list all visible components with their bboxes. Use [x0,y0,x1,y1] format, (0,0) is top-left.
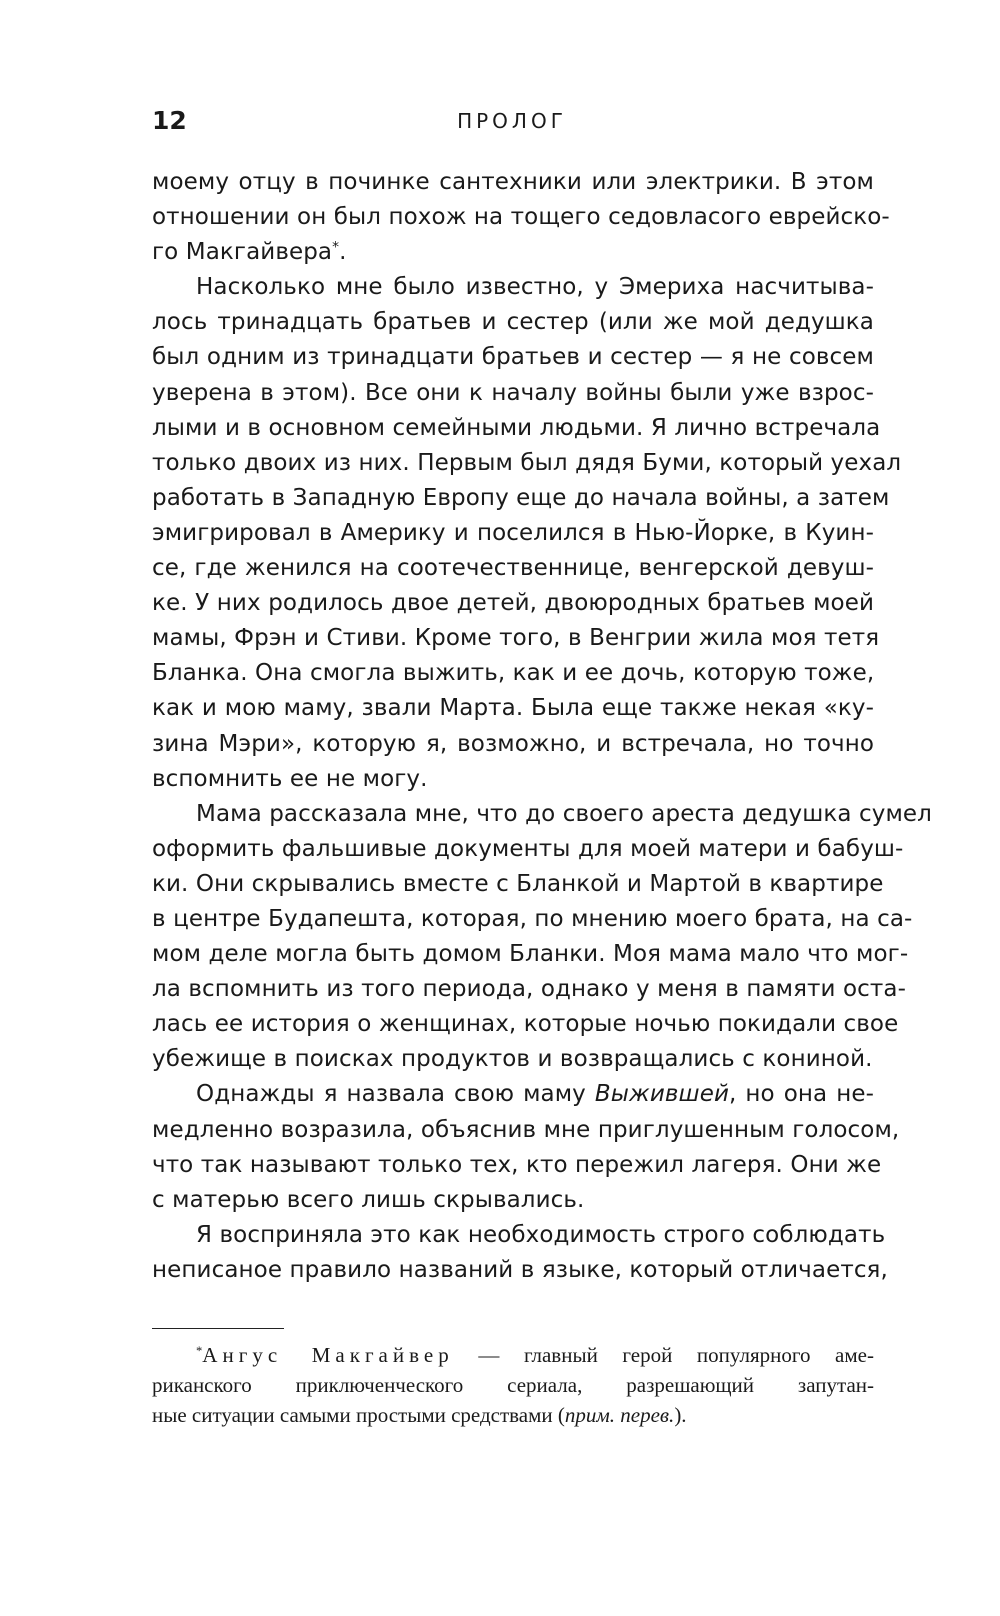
text-run: ). [674,1403,687,1427]
text-line: ла вспомнить из того периода, однако у меня в памяти оста- [152,976,907,1003]
text-line: се, где женился на соотечественнице, венгерской девуш- [152,555,874,582]
running-head: ПРОЛОГ [457,109,567,133]
text-line: оформить фальшивые документы для моей матери и бабуш- [152,835,904,862]
page-header [152,106,872,140]
footnote-divider [152,1328,284,1329]
text-run: ные ситуации самыми простыми средствами ( [152,1403,565,1427]
text-line: Насколько мне было известно, у Эмериха насчитыва- [196,274,874,301]
text-line: лась ее история о женщинах, которые ночью покидали свое [152,1011,899,1038]
text-line: был одним из тринадцати братьев и сестер — я не совсем [152,344,874,371]
text-line: лыми и в основном семейными людьми. Я лично встречала [152,414,881,441]
footnote-italic: прим. перев. [564,1403,675,1427]
text-run: го Макгайвера [152,239,333,266]
text-line: мом деле могла быть домом Бланки. Моя мама мало что мог- [152,941,909,968]
text-line: лось тринадцать братьев и сестер (или же мой дедушка [152,309,874,336]
text-line: как и мою маму, звали Марта. Была еще также некая «ку- [152,695,874,722]
text-line: моему отцу в починке сантехники или электрики. В этом [152,169,874,195]
text-run: . [339,239,347,266]
footnote-mark: * [196,1344,203,1359]
text-line: медленно возразила, объяснив мне приглушенным голосом, [152,1116,900,1143]
text-line: убежище в поисках продуктов и возвращались с кониной. [152,1046,873,1073]
paragraph-5 [152,1218,888,1288]
italic-term: Выжившей [594,1081,729,1108]
footnote-term: Ангус Макгайвер [202,1343,454,1367]
text-run: — главный герой популярного аме- [453,1343,874,1367]
footnote-line [152,1400,874,1430]
text-run: , но она не- [729,1081,874,1108]
text-line: в центре Будапешта, которая, по мнению моего брата, на са- [152,905,913,932]
page-number: 12 [152,106,187,135]
text-line: Бланка. Она смогла выжить, как и ее дочь, которую тоже, [152,660,875,687]
paragraph-3 [152,797,932,1078]
text-line [152,235,874,270]
text-line: ке. У них родилось двое детей, двоюродных братьев моей [152,590,874,617]
paragraph-2 [152,270,902,796]
text-line [152,1077,874,1112]
text-line: Я восприняла это как необходимость строго соблюдать [196,1221,886,1248]
text-line: зина Мэри», которую я, возможно, и встречала, но точно [152,730,874,757]
text-line: ки. Они скрывались вместе с Бланкой и Мартой в квартире [152,870,884,897]
text-line: с матерью всего лишь скрывались. [152,1186,585,1213]
text-line: вспомнить ее не могу. [152,765,428,792]
text-line: что так называют только тех, кто пережил лагеря. Они же [152,1151,882,1178]
paragraph-4 [152,1077,900,1217]
body-text [152,165,932,1288]
text-line: неписаное правило названий в языке, который отличается, [152,1256,888,1283]
text-line: Мама рассказала мне, что до своего ареста дедушка сумел [196,800,932,827]
footnote [152,1340,874,1430]
text-line: уверена в этом). Все они к началу войны были уже взрос- [152,379,874,406]
text-line: только двоих из них. Первым был дядя Буми, который уехал [152,449,902,476]
paragraph-1 [152,165,890,270]
text-line: эмигрировал в Америку и поселился в Нью-Йорке, в Куин- [152,519,874,546]
text-line: работать в Западную Европу еще до начала войны, а затем [152,484,890,511]
footnote-line: риканского приключенческого сериала, разрешающий запутан- [152,1373,874,1397]
text-run: Однажды я назвала свою маму [196,1081,595,1108]
footnote-line [152,1340,874,1370]
text-line: отношении он был похож на тощего седовласого еврейско- [152,204,890,231]
text-line: мамы, Фрэн и Стиви. Кроме того, в Венгрии жила моя тетя [152,625,880,652]
footnote-reference[interactable]: * [332,239,340,256]
